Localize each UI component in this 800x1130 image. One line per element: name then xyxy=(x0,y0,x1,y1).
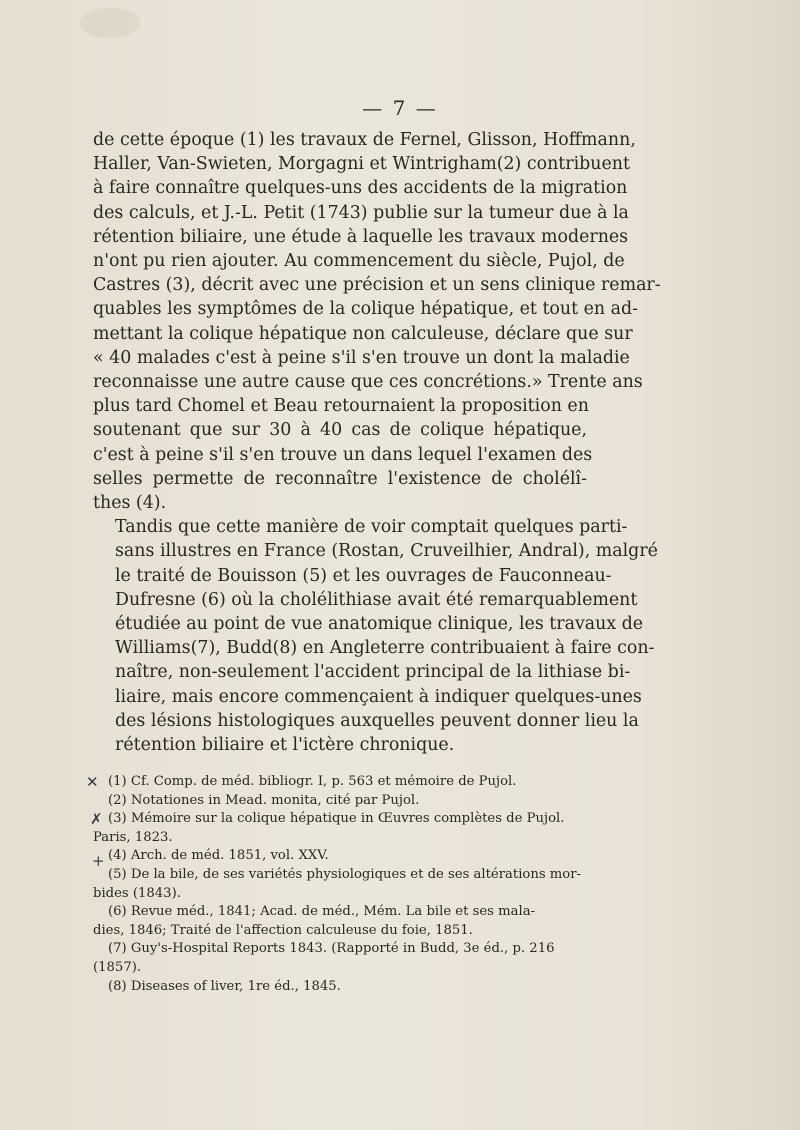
footnote-line: (6) Revue méd., 1841; Acad. de méd., Mém. La bile et ses mala- xyxy=(108,904,536,920)
text-line: c'est à peine s'il s'en trouve un dans lequel l'examen des xyxy=(93,444,593,465)
text-line: à faire connaître quelques-uns des accidents de la migration xyxy=(93,178,628,199)
text-line: naître, non-seulement l'accident principal de la lithiase bi- xyxy=(115,662,631,683)
footnote-line: (8) Diseases of liver, 1re éd., 1845. xyxy=(108,978,341,994)
text-line: Haller, Van-Swieten, Morgagni et Wintrigham(2) contribuent xyxy=(93,154,630,175)
text-line: Castres (3), décrit avec une précision et un sens clinique remar- xyxy=(93,275,661,296)
footnote-4 xyxy=(93,847,593,866)
paragraph-2 xyxy=(93,515,658,757)
paper-stain xyxy=(80,8,140,38)
footnote-line: (1) Cf. Comp. de méd. bibliogr. I, p. 563 et mémoire de Pujol. xyxy=(108,774,517,789)
footnote-line: dies, 1846; Traité de l'affection calculeuse du foie, 1851. xyxy=(93,922,473,938)
text-line: n'ont pu rien ajouter. Au commencement du siècle, Pujol, de xyxy=(93,251,625,272)
text-line: des lésions histologiques auxquelles peuvent donner lieu la xyxy=(115,710,639,731)
footnote-line: (3) Mémoire sur la colique hépatique in Œuvres complètes de Pujol. xyxy=(108,811,565,827)
handwritten-cross-mark: ✕ xyxy=(86,773,99,791)
handwritten-x-mark: ✗ xyxy=(90,810,103,828)
footnote-1 xyxy=(93,773,593,792)
footnote-line: (7) Guy's-Hospital Reports 1843. (Rapporté in Budd, 3e éd., p. 216 xyxy=(108,941,555,957)
text-line: « 40 malades c'est à peine s'il s'en trouve un dont la maladie xyxy=(93,347,630,368)
text-line: étudiée au point de vue anatomique clinique, les travaux de xyxy=(115,614,644,635)
text-line: plus tard Chomel et Beau retournaient la proposition en xyxy=(93,396,589,417)
footnote-8 xyxy=(93,978,593,997)
text-line: liaire, mais encore commençaient à indiquer quelques-unes xyxy=(115,686,642,707)
footnotes xyxy=(93,773,593,996)
text-line: mettant la colique hépatique non calculeuse, déclare que sur xyxy=(93,323,633,344)
text-line: reconnaisse une autre cause que ces concrétions.» Trente ans xyxy=(93,372,643,393)
text-line: Williams(7), Budd(8) en Angleterre contribuaient à faire con- xyxy=(115,638,655,659)
text-line: de cette époque (1) les travaux de Fernel, Glisson, Hoffmann, xyxy=(93,130,636,150)
text-line: selles permette de reconnaître l'existence de cholélî- xyxy=(93,468,587,489)
footnote-7 xyxy=(93,940,593,977)
text-line: Tandis que cette manière de voir comptait quelques parti- xyxy=(115,517,628,538)
text-line: rétention biliaire, une étude à laquelle les travaux modernes xyxy=(93,226,629,247)
text-line: sans illustres en France (Rostan, Cruveilhier, Andral), malgré xyxy=(115,541,658,562)
footnote-2 xyxy=(93,792,593,811)
text-line: Dufresne (6) où la cholélithiase avait été remarquablement xyxy=(115,589,638,610)
text-line: le traité de Bouisson (5) et les ouvrages de Fauconneau- xyxy=(115,565,612,586)
footnote-line: Paris, 1823. xyxy=(93,829,173,845)
text-line: quables les symptômes de la colique hépatique, et tout en ad- xyxy=(93,299,639,320)
text-line: des calculs, et J.-L. Petit (1743) publie sur la tumeur due à la xyxy=(93,202,629,223)
footnote-6 xyxy=(93,903,593,940)
paragraph-1 xyxy=(93,128,661,515)
footnote-line: (1857). xyxy=(93,959,142,975)
footnote-line: (2) Notationes in Mead. monita, cité par Pujol. xyxy=(108,792,420,808)
footnote-line: (4) Arch. de méd. 1851, vol. XXV. xyxy=(108,848,329,864)
footnote-5 xyxy=(93,866,593,903)
text-line: rétention biliaire et l'ictère chronique. xyxy=(115,735,455,756)
footnote-line: (5) De la bile, de ses variétés physiologiques et de ses altérations mor- xyxy=(108,866,582,882)
text-line: soutenant que sur 30 à 40 cas de colique hépatique, xyxy=(93,420,587,441)
handwritten-plus-mark: + xyxy=(92,852,105,870)
text-line: thes (4). xyxy=(93,493,167,514)
footnote-line: bides (1843). xyxy=(93,885,181,901)
body-text xyxy=(93,128,661,757)
footnote-3 xyxy=(93,810,593,847)
page-number: — 7 — xyxy=(362,96,438,120)
